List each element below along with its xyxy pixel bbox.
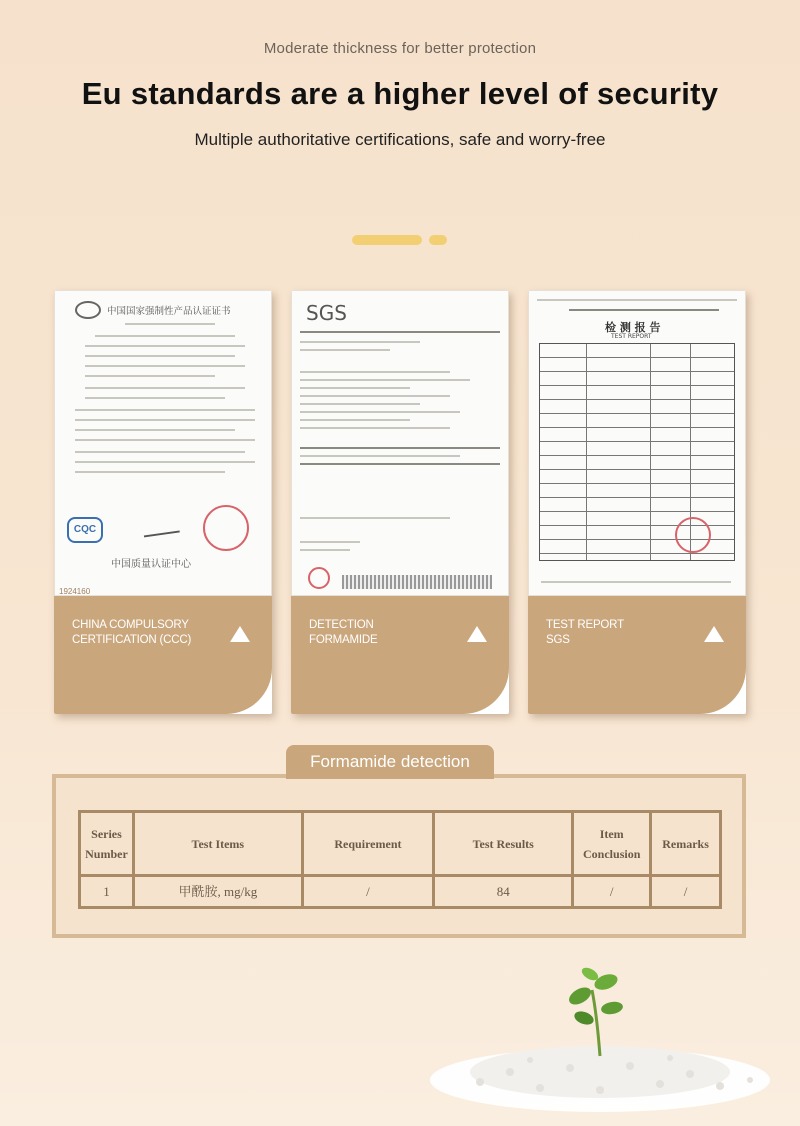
table-cell: /: [651, 876, 721, 908]
barcode-strip: [342, 575, 492, 589]
certificate-label-line1: DETECTION: [309, 619, 374, 631]
table-cell: 1: [80, 876, 134, 908]
sgs-seal: [308, 567, 330, 589]
certificate-image-sgs: [291, 290, 509, 596]
table-header-cell: Test Items: [133, 812, 302, 876]
decorative-bar: [352, 235, 422, 245]
official-seal: [203, 505, 249, 551]
certificate-label-line1: CHINA COMPULSORY: [72, 619, 189, 631]
triangle-up-icon[interactable]: [704, 626, 724, 642]
certificate-label: [72, 618, 212, 648]
table-cell: 84: [434, 876, 573, 908]
table-header-cell: Item Conclusion: [573, 812, 651, 876]
certificate-label: [546, 618, 686, 648]
certificate-doc-title: 中国国家强制性产品认证证书: [107, 306, 231, 317]
certificate-card-test-report[interactable]: [528, 290, 746, 714]
subline: Multiple authoritative certifications, safe and worry-free: [194, 130, 606, 149]
decorative-dot: [429, 235, 447, 245]
report-seal: [675, 517, 711, 553]
table-header-cell: Remarks: [651, 812, 721, 876]
table-cell: 甲酰胺, mg/kg: [133, 876, 302, 908]
certificate-label-line1: TEST REPORT: [546, 619, 624, 631]
detection-table: [78, 810, 722, 909]
table-cell: /: [302, 876, 433, 908]
certificate-doc-title: 检 测 报 告: [605, 321, 661, 334]
cqc-badge: CQC: [67, 517, 103, 543]
certificate-label-line2: CERTIFICATION (CCC): [72, 634, 192, 646]
table-header-cell: Series Number: [80, 812, 134, 876]
certificate-footer: [291, 596, 509, 714]
sprout-leaf: [573, 1009, 596, 1027]
certificate-card-ccc[interactable]: [54, 290, 272, 714]
certificate-label-line2: FORMAMIDE: [309, 634, 378, 646]
ccc-logo-icon: [75, 301, 101, 319]
detection-tab: Formamide detection: [286, 745, 494, 779]
table-header-row: [80, 812, 721, 876]
sprout-leaf: [600, 1000, 624, 1016]
certificate-footer: [54, 596, 272, 714]
table-header-cell: Test Results: [434, 812, 573, 876]
certificate-card-sgs-formamide[interactable]: [291, 290, 509, 714]
table-row: [80, 876, 721, 908]
tagline: Moderate thickness for better protection: [263, 40, 537, 57]
triangle-up-icon[interactable]: [467, 626, 487, 642]
table-header-cell: Requirement: [302, 812, 433, 876]
certificate-footer: [528, 596, 746, 714]
certificate-label-line2: SGS: [546, 634, 570, 646]
triangle-up-icon[interactable]: [230, 626, 250, 642]
certificate-number: 1924160: [59, 587, 91, 596]
signature-mark: [142, 519, 180, 538]
sprout-leaf: [566, 984, 594, 1008]
certificate-image-test-report: [528, 290, 746, 596]
certificate-issuer: 中国质量认证中心: [111, 559, 191, 570]
headline: Eu standards are a higher level of security: [81, 76, 719, 111]
table-cell: /: [573, 876, 651, 908]
certificate-doc-title: SGS: [306, 301, 347, 325]
certificate-image-ccc: [54, 290, 272, 596]
certificate-label: [309, 618, 449, 648]
certificate-doc-subtitle: TEST REPORT: [611, 333, 652, 340]
sprout-on-litter-image: [420, 960, 780, 1120]
